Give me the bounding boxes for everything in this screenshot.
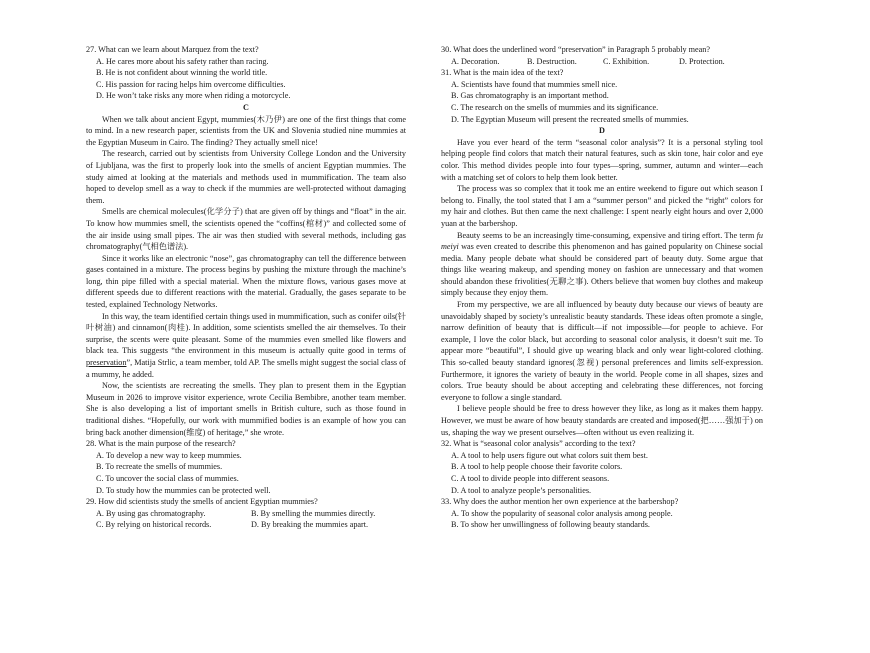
right-column — [441, 44, 763, 531]
question-32-option-c: C. A tool to divide people into different seasons. — [451, 473, 610, 483]
section-d-heading: D — [599, 126, 605, 136]
question-29-options-row-1 — [96, 508, 406, 520]
question-33-option-b: B. To show her unwillingness of following beauty standards. — [451, 520, 650, 530]
passage-c-paragraph-3: Smells are chemical molecules(化学分子) that are given off by things and “float” in the air. To know how mummies smell, the scientists opened the “coffins(棺材)” and collected some of the air inside using small pipes. The air was then studied with several methods, including gas chromatography(气相色谱法). — [86, 207, 406, 252]
question-31-option-d: D. The Egyptian Museum will present the recreated smells of mummies. — [451, 114, 689, 124]
question-33-stem: 33. Why does the author mention her own experience at the barbershop? — [441, 497, 679, 507]
question-28-option-a: A. To develop a new way to keep mummies. — [96, 450, 242, 460]
paragraph-3-text-start: Beauty seems to be an increasingly time-consuming, expensive and tiring effort. The term — [457, 230, 757, 240]
question-27-option-d: D. He won’t take risks any more when riding a motorcycle. — [96, 91, 291, 101]
question-28-option-d: D. To study how the mummies can be protected well. — [96, 485, 271, 495]
passage-c-paragraph-4: Since it works like an electronic “nose”, gas chromatography can tell the difference between gases contained in a mixture. The process begins by pushing the mixture through the machine’s long, thin pipe filled with a special material. When the mixture flows, various gases move at different speeds due to different reactions with the material. Gradually, the gases separate to be tested, explained Technology Networks. — [86, 253, 406, 310]
question-32-option-a: A. A tool to help users figure out what colors suit them best. — [451, 450, 648, 460]
question-32-stem: 32. What is “seasonal color analysis” according to the text? — [441, 439, 636, 449]
question-29-stem: 29. How did scientists study the smells of ancient Egyptian mummies? — [86, 497, 318, 507]
question-29-option-d: D. By breaking the mummies apart. — [251, 520, 369, 530]
question-31-stem: 31. What is the main idea of the text? — [441, 68, 564, 78]
passage-d-paragraph-1: Have you ever heard of the term “seasonal color analysis”? It is a personal styling tool helping people find colors that match their natural features, such as skin tone, hair color and eye color. This method divides people into four types—spring, summer, autumn and winter—each with a matching set of colors to help them look better. — [441, 137, 763, 182]
question-29-option-a: A. By using gas chromatography. — [96, 508, 206, 518]
passage-c-paragraph-6: Now, the scientists are recreating the smells. They plan to present them in the Egyptian Museum in 2026 to improve visitor experience, wrote Cecilia Bembibre, another team member. She is also developing a list of important smells in British culture, such as those found in traditional dishes. “Hopefully, our work with mummified bodies is an example of how you can bring back another dimension(维度) of heritage,” she wrote. — [86, 381, 406, 437]
left-column — [86, 44, 406, 531]
question-32-option-d: D. A tool to analyze people’s personalities. — [451, 485, 592, 495]
question-30-option-b: B. Destruction. — [527, 56, 577, 66]
passage-c-paragraph-1: When we talk about ancient Egypt, mummies(木乃伊) are one of the first things that come to mind. In a new research paper, scientists from the UK and Slovenia studied nine mummies at the Egyptian Museum in Cairo. The finding? They actually smell nice! — [86, 114, 406, 147]
question-27-option-b: B. He is not confident about winning the world title. — [96, 68, 268, 78]
question-31-option-a: A. Scientists have found that mummies smell nice. — [451, 79, 618, 89]
paragraph-5-text-start: In this way, the team identified certain things used in mummification, such as conifer oils(针叶树油) and cinnamon(肉桂). In addition, some scientists smelled the air themselves. To their surprise, the scents were quite pleasant. Some of the mummies even smelled like flowers and black tea. This suggests “the environment in this museum is actually quite good in terms of — [86, 311, 406, 356]
underlined-word-preservation: preservation — [86, 358, 127, 368]
question-27-option-c: C. His passion for racing helps him overcome difficulties. — [96, 79, 286, 89]
question-30-stem: 30. What does the underlined word “preservation” in Paragraph 5 probably mean? — [441, 45, 711, 54]
question-32-option-b: B. A tool to help people choose their favorite colors. — [451, 462, 623, 472]
question-28-option-c: C. To uncover the social class of mummies. — [96, 473, 239, 483]
question-30-option-a: A. Decoration. — [451, 56, 500, 66]
question-29-option-c: C. By relying on historical records. — [96, 520, 212, 530]
paragraph-3-text-end: was even created to describe this phenomenon and has gained popularity on Chinese social media. Many people debate what should be considered part of beauty duty. Some argue that things like wearing makeup, and spending money on fashion are unnecessary and that women should abandon these frivolities(无聊之事). Others believe that women buy clothes and makeup simply because they enjoy them. — [441, 242, 763, 298]
passage-c-paragraph-2: The research, carried out by scientists from University College London and the University of Ljubljana, was the first to properly look into the smells of ancient Egyptian mummies. The study aimed at looking at the materials and methods used in mummification. The team also hoped to develop smell as a way to check if the mummies are well-protected without damaging them. — [86, 149, 406, 205]
question-27-option-a: A. He cares more about his safety rather than racing. — [96, 56, 269, 66]
question-28-option-b: B. To recreate the smells of mummies. — [96, 462, 223, 472]
question-33-option-a: A. To show the popularity of seasonal color analysis among people. — [451, 508, 673, 518]
question-30-option-d: D. Protection. — [679, 56, 725, 66]
question-28-stem: 28. What is the main purpose of the research? — [86, 439, 236, 449]
passage-c-paragraph-5 — [86, 311, 406, 381]
passage-d-paragraph-5: I believe people should be free to dress however they like, as long as it makes them happy. However, we must be aware of how beauty standards are created and imposed(把……强加于) on us, shaping the way we present ourselves—often without us even realizing it. — [441, 404, 763, 437]
passage-d-paragraph-2: The process was so complex that it took me an entire weekend to figure out which season I belong to. Finally, the tool stated that I am a “summer person” and picked the “right” colors for my hair and clothes. But then came the next challenge: I spent nearly eight hours and over 2,000 yuan at the barbershop. — [441, 184, 763, 228]
question-31-option-b: B. Gas chromatography is an important method. — [451, 91, 609, 101]
question-29-option-b: B. By smelling the mummies directly. — [251, 508, 376, 518]
italic-term-fu-meiyi: fu meiyi — [441, 230, 763, 252]
passage-d-paragraph-3 — [441, 230, 763, 300]
paragraph-5-text-end: ”, Matija Strlic, a team member, told AP. The smells might suggest the social class of a mummy, he added. — [86, 358, 406, 379]
section-c-heading: C — [243, 102, 249, 112]
question-31-option-c: C. The research on the smells of mummies and its significance. — [451, 102, 659, 112]
passage-d-paragraph-4: From my perspective, we are all influenced by beauty duty because our views of beauty are unavoidably shaped by society’s unrealistic beauty standards. These ideas often promote a single, narrow definition of beauty that is difficult—if not impossible—for people to achieve. For example, I love the color black, but according to seasonal color analysis, it doesn’t suit me. To appear more “beautiful”, I should give up wearing black and only wear light-colored clothing. This so-called beauty standard ignores(忽视) personal preferences and limits self-expression. Furthermore, it ignores the variety of beauty in the world. People come in all shapes, sizes and colors. True beauty should be about accepting and celebrating these differences, not forcing everyone to follow a single standard. — [441, 300, 763, 402]
question-30-option-c: C. Exhibition. — [603, 56, 650, 66]
question-27-stem: 27. What can we learn about Marquez from the text? — [86, 45, 259, 54]
question-30-options-row — [451, 56, 763, 68]
question-29-options-row-2 — [96, 519, 406, 531]
